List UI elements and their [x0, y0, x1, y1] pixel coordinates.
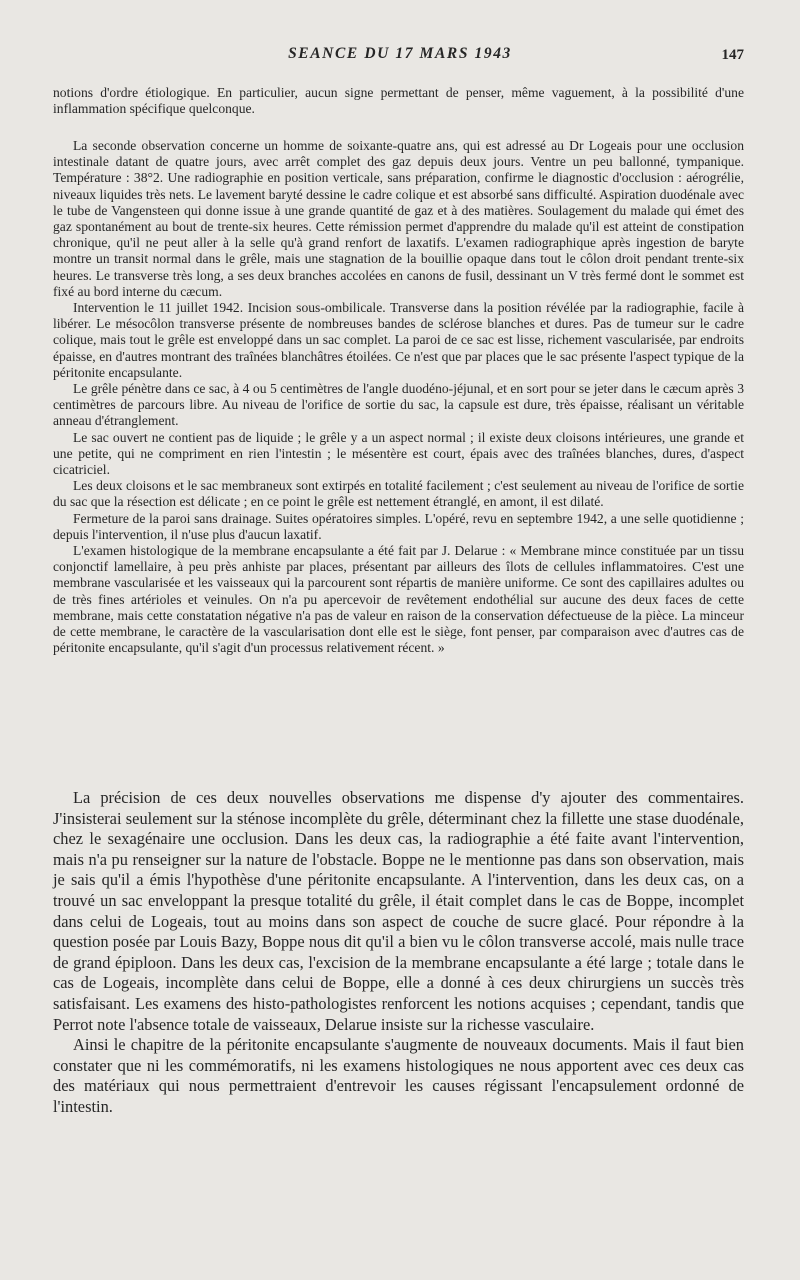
second-observation	[53, 138, 744, 657]
observation-paragraph: Fermeture de la paroi sans drainage. Suites opératoires simples. L'opéré, revu en septembre 1942, a une selle quotidienne ; depuis l'intervention, il n'use plus d'aucun laxatif.	[53, 510, 744, 542]
observation-paragraph: Le grêle pénètre dans ce sac, à 4 ou 5 centimètres de l'angle duodéno-jéjunal, et en sort pour se jeter dans le cæcum après 3 centimètres de parcours libre. Au niveau de l'orifice de sortie du sac, la capsule est dure, très épaisse, réalisant un véritable anneau d'étranglement.	[53, 381, 744, 429]
observation-paragraph: La seconde observation concerne un homme de soixante-quatre ans, qui est adressé au Dr Logeais pour une occlusion intestinale datant de quatre jours, avec arrêt complet des gaz depuis deux jours. Ventre un peu ballonné, tympanique. Température : 38°2. Une radiographie en position verticale, sans préparation, confirme le diagnostic d'occlusion : aérogrélie, niveaux liquides très nets. Le lavement baryté dessine le cadre colique et est absorbé sans difficulté. Aspiration duodénale avec le tube de Vangensteen qui donne issue à une grande quantité de gaz et à des matières. Soulagement du malade qui émet des gaz spontanément au bout de trente-six heures. Cette rémission permet d'apprendre du malade qu'il est atteint de constipation chronique, qu'il ne peut aller à la selle qu'à grand renfort de laxatifs. L'examen radiographique après ingestion de baryte montre un transit normal dans le grêle, mais une stagnation de la bouillie opaque dans tout le côlon droit pendant trente-six heures. Le transverse très long, a ses deux branches accolées en canons de fusil, dessinant un V très fermé dont le sommet est fixé au bord interne du cæcum.	[53, 138, 744, 299]
page-header	[0, 44, 800, 68]
commentary-paragraph: Ainsi le chapitre de la péritonite encapsulante s'augmente de nouveaux documents. Mais il faut bien constater que ni les commémoratifs, ni les examens histologiques ne nous apportent avec ces deux cas des matériaux qui nous permettraient d'entrevoir les causes régissant l'encapsulement ordonné de l'intestin.	[53, 1035, 744, 1116]
observation-paragraph: Les deux cloisons et le sac membraneux sont extirpés en totalité facilement ; c'est seulement au niveau de l'orifice de sortie du sac que la résection est délicate ; en ce point le grêle est nettement étranglé, en amont, il est dilaté.	[53, 478, 744, 510]
commentary-paragraph: La précision de ces deux nouvelles observations me dispense d'y ajouter des commentaires. J'insisterai seulement sur la sténose incomplète du grêle, déterminant chez la fillette une stase duodénale, chez le sexagénaire une occlusion. Dans les deux cas, la radiographie a été faite avant l'intervention, mais n'a pu renseigner sur la nature de l'obstacle. Boppe ne le mentionne pas dans son observation, mais je sais qu'il a émis l'hypothèse d'une péritonite encapsulante. A l'intervention, dans les deux cas, on a trouvé un sac enveloppant la presque totalité du grêle, il était complet dans le cas de Boppe, incomplet dans celui de Logeais, tout au moins dans son aspect de couche de sucre glacé. Pour répondre à la question posée par Louis Bazy, Boppe nous dit qu'il a bien vu le côlon transverse accolé, mais nulle trace de grand épiploon. Dans les deux cas, l'excision de la membrane encapsulante a été large ; totale dans le cas de Logeais, incomplète dans celui de Boppe, elle a donné à ces deux chirurgiens un succès très satisfaisant. Les examens des histo-pathologistes renforcent les notions acquises ; cependant, tandis que Perrot note l'absence totale de vaisseaux, Delarue insiste sur la richesse vasculaire.	[53, 788, 744, 1034]
commentary	[53, 788, 744, 1118]
observation-paragraph: Intervention le 11 juillet 1942. Incision sous-ombilicale. Transverse dans la position révélée par la radiographie, facile à libérer. Le mésocôlon transverse présente de nombreuses bandes de sclérose blanches et dures. Pas de tumeur sur le cadre colique, mais tout le grêle est enveloppé dans un sac complet. La paroi de ce sac est lisse, richement vascularisée, par endroits épaisse, en d'autres montrant des traînées blanchâtres étoilées. Ce n'est que par places que le sac présente l'aspect typique de la péritonite encapsulante.	[53, 300, 744, 380]
intro-block	[53, 85, 744, 117]
running-head: SEANCE DU 17 MARS 1943	[288, 45, 512, 62]
observation-paragraph: Le sac ouvert ne contient pas de liquide ; le grêle y a un aspect normal ; il existe deux cloisons intérieures, une grande et une petite, qui ne compriment en rien l'intestin ; le mésentère est court, épais avec des traînées blanches, dures, d'aspect cicatriciel.	[53, 429, 744, 478]
histology-quote-paragraph: L'examen histologique de la membrane encapsulante a été fait par J. Delarue : « Membrane mince constituée par un tissu conjonctif lamellaire, à peu près anhiste par places, présentant par ailleurs des îlots de cellules inflammatoires. C'est une membrane vascularisée et les vaisseaux qui la parcourent sont répartis de manière uniforme. Ce sont des capillaires adultes ou de très fines artérioles et veinules. On n'a pu apercevoir de revêtement endothélial sur aucune des deux faces de cette membrane, mais cette constatation négative n'a pas de valeur en raison de la conservation défectueuse de la pièce. La minceur de cette membrane, le caractère de la vascularisation dont elle est le siège, font penser, par comparaison avec d'autres cas de péritonite encapsulante, qu'il s'agit d'un processus relativement récent. »	[53, 543, 744, 656]
page-number: 147	[721, 47, 744, 63]
intro-paragraph: notions d'ordre étiologique. En particulier, aucun signe permettant de penser, même vaguement, à la possibilité d'une inflammation spécifique quelconque.	[53, 85, 744, 117]
